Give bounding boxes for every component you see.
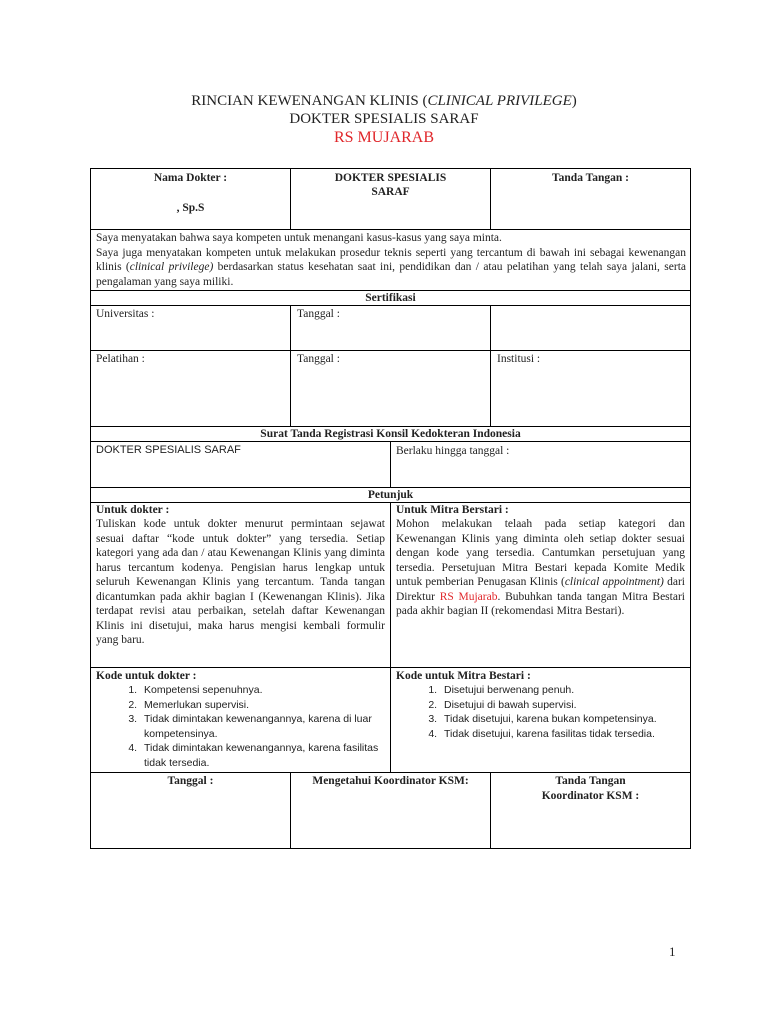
specialty-line-1: DOKTER SPESIALIS: [334, 172, 447, 184]
specialty-line-2: SARAF: [371, 186, 410, 198]
divider: [90, 229, 691, 230]
kode-mitra-title: Kode untuk Mitra Bestari :: [396, 670, 531, 682]
ttd-koordinator-line-1: Tanda Tangan: [555, 775, 626, 787]
kode-mitra-list: [396, 683, 688, 741]
statement-line-1: Saya menyatakan bahwa saya kompeten untuk menangani kasus-kasus yang saya minta.: [96, 232, 502, 244]
list-item: 4. Tidak disetujui, karena fasilitas tidak tersedia.: [440, 727, 688, 742]
nama-dokter-label: Nama Dokter :: [153, 172, 228, 184]
tanggal-label: Tanggal :: [167, 775, 214, 787]
list-item: 2. Disetujui di bawah supervisi.: [440, 698, 688, 713]
divider: [90, 772, 691, 773]
ttd-koordinator-line-2: Koordinator KSM :: [541, 790, 640, 802]
list-item: 1. Disetujui berwenang penuh.: [440, 683, 688, 698]
mengetahui-label: Mengetahui Koordinator KSM:: [312, 775, 469, 787]
str-specialty: DOKTER SPESIALIS SARAF: [96, 444, 241, 456]
kode-dokter-title: Kode untuk dokter :: [96, 670, 197, 682]
statement: [96, 231, 686, 289]
untuk-mitra-title: Untuk Mitra Berstari :: [396, 504, 509, 516]
nama-dokter-value[interactable]: , Sp.S: [176, 202, 205, 214]
list-item: 4. Tidak dimintakan kewenangannya, karena fasilitas tidak tersedia.: [140, 741, 381, 770]
petunjuk-title: Petunjuk: [367, 489, 414, 501]
list-item: 1. Kompetensi sepenuhnya.: [140, 683, 381, 698]
page-number: 1: [669, 944, 676, 959]
list-item: 2. Memerlukan supervisi.: [140, 698, 381, 713]
signature-label: Tanda Tangan :: [552, 172, 629, 184]
berlaku-field[interactable]: Berlaku hingga tanggal :: [396, 445, 510, 457]
untuk-mitra-text: Mohon melakukan telaah pada setiap kategori dan Kewenangan Klinis yang diminta oleh setiap dokter sesuai dengan kode yang tersedia. Cantumkan persetujuan yang tersedia. Persetujuan Mitra Bestari kepada Komite Medik untuk pemberian Penugasan Klinis (clinical appointment) dari Direktur RS Mujarab. Bubuhkan tanda tangan Mitra Bestari pada akhir bagian II (rekomendasi Mitra Bestari).: [396, 518, 685, 617]
title-line-2: DOKTER SPESIALIS SARAF: [289, 111, 479, 127]
untuk-dokter-title: Untuk dokter :: [96, 504, 170, 516]
pelatihan-field[interactable]: Pelatihan :: [96, 353, 145, 365]
divider: [390, 441, 391, 487]
str-title: Surat Tanda Registrasi Konsil Kedokteran Indonesia: [260, 428, 521, 440]
tanggal-field[interactable]: Tanggal :: [297, 308, 340, 320]
untuk-dokter-text: Tuliskan kode untuk dokter menurut permintaan sejawat sesuai daftar “kode untuk dokter” yang tersedia. Setiap kategori yang ada dan / atau Kewenangan Klinis yang diminta harus tercantum kodenya. Pengisian harus lengkap untuk seluruh Kewenangan Klinis yang tercantum. Tanda tangan dicantumkan pada akhir bagian I (Kewenangan Klinis). Jika terdapat revisi atau perbaikan, setelah daftar Kewenangan Klinis ini disetujui, maka harus mengisi kembali formulir yang baru.: [96, 518, 385, 646]
institusi-field[interactable]: Institusi :: [497, 353, 541, 365]
divider: [290, 305, 291, 426]
kode-dokter-list: [96, 683, 381, 770]
title-line-1: RINCIAN KEWENANGAN KLINIS (CLINICAL PRIVILEGE): [191, 93, 577, 109]
statement-line-2: Saya juga menyatakan kompeten untuk melakukan prosedur teknis seperti yang tercantum di bawah ini sebagai kewenangan klinis (clinical privilege) berdasarkan status kesehatan saat ini, pendidikan dan / atau pelatihan yang telah saya jalani, serta pengalaman yang saya miliki.: [96, 246, 686, 288]
divider: [90, 350, 691, 351]
list-item: 3. Tidak disetujui, karena bukan kompetensinya.: [440, 712, 688, 727]
hospital-name: RS MUJARAB: [333, 129, 435, 146]
tanggal-field[interactable]: Tanggal :: [297, 353, 340, 365]
universitas-field[interactable]: Universitas :: [96, 308, 155, 320]
divider: [390, 502, 391, 772]
divider: [490, 305, 491, 426]
sertifikasi-title: Sertifikasi: [365, 292, 416, 304]
list-item: 3. Tidak dimintakan kewenangannya, karena di luar kompetensinya.: [140, 712, 381, 741]
